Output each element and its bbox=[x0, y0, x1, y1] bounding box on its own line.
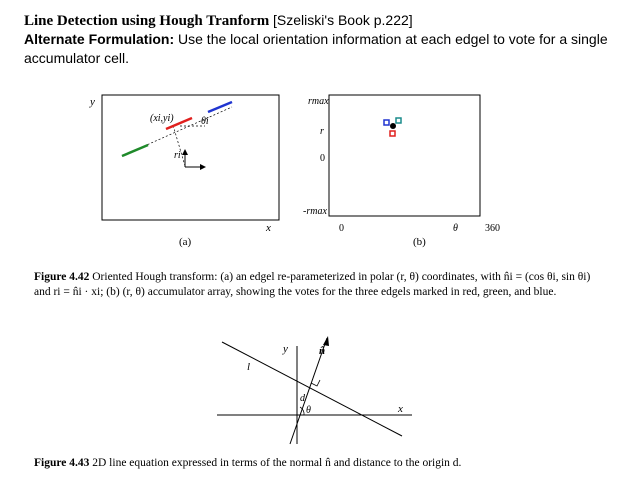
r-i-label: ri bbox=[174, 150, 181, 161]
line-l-label: l bbox=[247, 361, 251, 373]
point-label: (xi,yi) bbox=[150, 113, 174, 124]
blue-edgel bbox=[208, 102, 232, 112]
local-y-arrow bbox=[182, 149, 188, 155]
figure-442 bbox=[0, 88, 638, 258]
slide-title-ref: [Szeliski's Book p.222] bbox=[273, 12, 413, 28]
distance-label: d bbox=[300, 393, 305, 404]
figure-a-y-label: y bbox=[90, 96, 95, 108]
slide-title bbox=[24, 11, 413, 30]
neg-rmax-label: -rmax bbox=[303, 206, 327, 217]
alt-text: Use the local orientation information at each edgel to vote for a single accumulator cell. bbox=[24, 31, 608, 66]
local-x-arrow bbox=[200, 164, 206, 170]
theta-i-label: θi bbox=[201, 116, 209, 127]
figure-b-sublabel: (b) bbox=[413, 236, 426, 248]
alt-label: Alternate Formulation: bbox=[24, 31, 175, 47]
rmax-label: rmax bbox=[308, 96, 329, 107]
caption-442-text: Oriented Hough transform: (a) an edgel re-parameterized in polar (r, θ) coordinates, with n̂i = (cos θi, sin θi) and ri = n̂i · xi; (b) (r, θ) accumulator array, showing the votes for the three edgels marked in red, green, and blue. bbox=[34, 271, 591, 298]
vote-blue bbox=[384, 120, 389, 125]
caption-442-label: Figure 4.42 bbox=[34, 271, 90, 283]
caption-442 bbox=[34, 270, 602, 300]
zero-r-label: 0 bbox=[320, 153, 325, 164]
figure-443 bbox=[200, 332, 430, 450]
line-l bbox=[222, 342, 402, 436]
vote-red bbox=[390, 131, 395, 136]
theta-axis-label: θ bbox=[453, 223, 458, 234]
y-axis-label: y bbox=[283, 343, 288, 355]
green-edgel bbox=[122, 145, 148, 156]
normal-label: n̂ bbox=[319, 345, 326, 357]
figure-b-box bbox=[329, 95, 480, 216]
theta-label: θ bbox=[306, 405, 311, 416]
caption-443-text: 2D line equation expressed in terms of the normal n̂ and distance to the origin d. bbox=[92, 457, 462, 469]
figure-a-x-label: x bbox=[266, 222, 271, 234]
alternate-formulation bbox=[24, 30, 624, 68]
r-axis-label: r bbox=[320, 126, 324, 137]
caption-443-label: Figure 4.43 bbox=[34, 457, 90, 469]
theta-max-label: 360 bbox=[485, 223, 500, 234]
vote-center bbox=[390, 123, 396, 129]
caption-443 bbox=[34, 456, 614, 471]
figure-a-sublabel: (a) bbox=[179, 236, 192, 248]
theta-zero-label: 0 bbox=[339, 223, 344, 234]
vote-teal bbox=[396, 118, 401, 123]
figure-a-box bbox=[102, 95, 279, 220]
x-axis-label: x bbox=[398, 403, 403, 415]
slide-title-main: Line Detection using Hough Tranform bbox=[24, 13, 270, 29]
